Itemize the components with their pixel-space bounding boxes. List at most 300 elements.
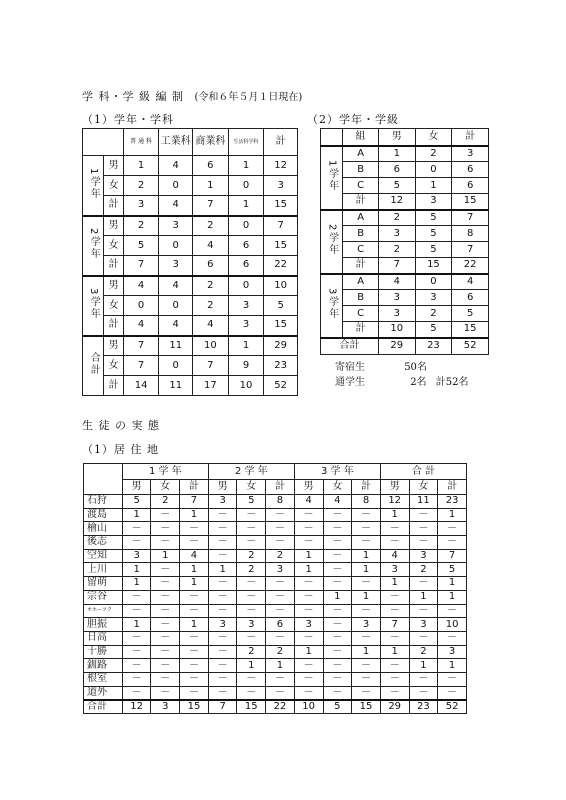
value-cell: 1: [228, 336, 264, 356]
region-name: 道外: [84, 686, 123, 700]
value-cell: 5: [123, 236, 159, 256]
value-cell: 4: [294, 495, 323, 509]
total-label: 合計: [321, 338, 379, 355]
value-cell: 3: [378, 226, 415, 242]
value-cell: 3: [409, 549, 438, 563]
total-cell: 52: [452, 338, 489, 355]
region-name: 胆振: [84, 618, 123, 632]
col-header: 計: [452, 129, 489, 146]
value-cell: 4: [378, 274, 415, 290]
col-header: 男: [378, 129, 415, 146]
value-cell: 12: [264, 156, 298, 176]
value-cell: 5: [122, 495, 151, 509]
value-cell: －: [266, 508, 295, 522]
value-cell: －: [237, 672, 266, 686]
region-name: 後志: [84, 536, 123, 550]
value-cell: 1: [409, 659, 438, 673]
value-cell: －: [237, 508, 266, 522]
total-cell: 23: [415, 338, 452, 355]
value-cell: －: [323, 563, 352, 577]
value-cell: －: [151, 563, 180, 577]
value-cell: 1: [294, 563, 323, 577]
value-cell: －: [208, 577, 237, 591]
sum-value: 計52名: [435, 377, 469, 388]
value-cell: －: [208, 604, 237, 618]
grade-label: [321, 146, 343, 210]
value-cell: 2: [266, 549, 295, 563]
value-cell: －: [323, 659, 352, 673]
value-cell: －: [380, 659, 409, 673]
value-cell: －: [180, 590, 209, 604]
section3-title: 生 徒 の 実 態: [82, 419, 160, 432]
value-cell: 4: [159, 276, 193, 296]
value-cell: 2: [151, 495, 180, 509]
class-label: B: [343, 290, 379, 306]
value-cell: 1: [352, 590, 381, 604]
value-cell: 7: [123, 336, 159, 356]
grade-label-text: 1学年: [326, 159, 338, 193]
value-cell: 3: [228, 296, 264, 316]
value-cell: －: [180, 604, 209, 618]
grade-label: [321, 274, 343, 338]
value-cell: －: [323, 522, 352, 536]
value-cell: 2: [237, 645, 266, 659]
value-cell: 1: [409, 590, 438, 604]
value-cell: －: [294, 522, 323, 536]
grade-label-text: 3学年: [88, 287, 100, 321]
sub-header: 女: [323, 480, 352, 495]
value-cell: 3: [159, 256, 193, 276]
value-cell: 9: [228, 356, 264, 376]
value-cell: 2: [415, 146, 452, 162]
region-name: 釧路: [84, 659, 123, 673]
value-cell: －: [438, 686, 467, 700]
value-cell: －: [208, 590, 237, 604]
sub-header: 男: [122, 480, 151, 495]
value-cell: －: [409, 508, 438, 522]
value-cell: －: [352, 508, 381, 522]
sub-header: 女: [151, 480, 180, 495]
value-cell: －: [409, 577, 438, 591]
value-cell: －: [151, 508, 180, 522]
grade-header: 合 計: [380, 464, 466, 480]
value-cell: －: [122, 672, 151, 686]
value-cell: 1: [294, 645, 323, 659]
value-cell: 1: [352, 645, 381, 659]
value-cell: 12: [380, 495, 409, 509]
value-cell: －: [323, 672, 352, 686]
grade-label: [83, 216, 104, 276]
class-label: B: [343, 226, 379, 242]
commute-note: [335, 373, 468, 388]
value-cell: －: [323, 631, 352, 645]
value-cell: 1: [123, 156, 159, 176]
value-cell: 6: [452, 162, 489, 178]
value-cell: 3: [415, 194, 452, 210]
class-label: A: [343, 210, 379, 226]
value-cell: 1: [180, 618, 209, 632]
value-cell: 3: [159, 216, 193, 236]
value-cell: 15: [237, 700, 266, 714]
value-cell: －: [294, 577, 323, 591]
value-cell: 2: [409, 563, 438, 577]
value-cell: 1: [323, 590, 352, 604]
value-cell: 0: [228, 216, 264, 236]
value-cell: 10: [378, 322, 415, 338]
value-cell: －: [180, 536, 209, 550]
value-cell: 2: [237, 563, 266, 577]
grade-label: [83, 156, 104, 216]
value-cell: －: [180, 686, 209, 700]
value-cell: －: [237, 604, 266, 618]
grade-label-text: 合計: [88, 352, 100, 377]
value-cell: 1: [228, 156, 264, 176]
value-cell: －: [409, 672, 438, 686]
value-cell: －: [409, 604, 438, 618]
value-cell: －: [352, 577, 381, 591]
value-cell: 5: [378, 178, 415, 194]
value-cell: －: [208, 522, 237, 536]
value-cell: －: [380, 536, 409, 550]
value-cell: －: [352, 686, 381, 700]
value-cell: 10: [264, 276, 298, 296]
value-cell: 3: [264, 176, 298, 196]
sub-header: 男: [380, 480, 409, 495]
value-cell: －: [323, 536, 352, 550]
value-cell: 1: [193, 176, 229, 196]
value-cell: 15: [452, 322, 489, 338]
value-cell: －: [323, 604, 352, 618]
value-cell: 3: [352, 618, 381, 632]
value-cell: －: [266, 577, 295, 591]
value-cell: －: [122, 659, 151, 673]
row-label: 男: [104, 216, 123, 236]
section3-subtitle: （1）居 住 地: [82, 443, 159, 456]
class-label: 計: [343, 322, 379, 338]
value-cell: 11: [409, 495, 438, 509]
value-cell: －: [409, 686, 438, 700]
value-cell: －: [237, 522, 266, 536]
value-cell: －: [180, 631, 209, 645]
value-cell: －: [266, 522, 295, 536]
value-cell: 3: [438, 645, 467, 659]
value-cell: 6: [228, 236, 264, 256]
value-cell: 1: [237, 659, 266, 673]
grade-label-text: 3学年: [326, 287, 338, 321]
value-cell: 2: [123, 216, 159, 236]
value-cell: 0: [159, 296, 193, 316]
value-cell: －: [294, 590, 323, 604]
value-cell: 4: [180, 549, 209, 563]
value-cell: －: [409, 522, 438, 536]
value-cell: 3: [228, 316, 264, 336]
value-cell: 7: [452, 242, 489, 258]
value-cell: －: [438, 522, 467, 536]
value-cell: －: [122, 536, 151, 550]
dorm-label: 寄宿生: [335, 362, 365, 373]
value-cell: －: [151, 686, 180, 700]
sub-header: 計: [438, 480, 467, 495]
value-cell: 15: [264, 236, 298, 256]
region-name: 十勝: [84, 645, 123, 659]
value-cell: －: [352, 536, 381, 550]
value-cell: 5: [323, 700, 352, 714]
value-cell: 52: [264, 376, 298, 396]
value-cell: 1: [122, 577, 151, 591]
value-cell: 6: [193, 156, 229, 176]
value-cell: 0: [123, 296, 159, 316]
value-cell: －: [180, 522, 209, 536]
value-cell: 10: [228, 376, 264, 396]
value-cell: －: [352, 631, 381, 645]
value-cell: 6: [452, 178, 489, 194]
value-cell: －: [208, 686, 237, 700]
value-cell: 0: [228, 176, 264, 196]
value-cell: 3: [266, 563, 295, 577]
value-cell: 5: [415, 322, 452, 338]
row-label: 女: [104, 356, 123, 376]
value-cell: －: [180, 659, 209, 673]
class-label: C: [343, 306, 379, 322]
value-cell: 12: [122, 700, 151, 714]
section1-title: （1）学年・学科: [82, 113, 174, 126]
class-label: C: [343, 242, 379, 258]
value-cell: 0: [159, 236, 193, 256]
grade-header: 2 学 年: [208, 464, 294, 480]
row-label: 計: [104, 256, 123, 276]
region-name: 日高: [84, 631, 123, 645]
sub-header: 計: [352, 480, 381, 495]
value-cell: 3: [208, 495, 237, 509]
value-cell: 5: [415, 226, 452, 242]
value-cell: 4: [323, 495, 352, 509]
value-cell: －: [208, 549, 237, 563]
value-cell: 15: [264, 316, 298, 336]
value-cell: －: [294, 604, 323, 618]
value-cell: －: [380, 672, 409, 686]
grade-label: [83, 336, 104, 396]
value-cell: 5: [237, 495, 266, 509]
value-cell: 5: [264, 296, 298, 316]
value-cell: －: [266, 590, 295, 604]
value-cell: 1: [380, 645, 409, 659]
value-cell: 29: [380, 700, 409, 714]
value-cell: 1: [352, 563, 381, 577]
value-cell: 3: [123, 196, 159, 216]
corner-cell: [321, 129, 343, 146]
value-cell: －: [409, 631, 438, 645]
value-cell: 7: [180, 495, 209, 509]
sub-header: 計: [266, 480, 295, 495]
value-cell: 7: [123, 356, 159, 376]
row-label: 男: [104, 156, 123, 176]
value-cell: 2: [409, 645, 438, 659]
value-cell: －: [122, 631, 151, 645]
sub-header: 男: [208, 480, 237, 495]
value-cell: －: [237, 590, 266, 604]
value-cell: －: [266, 631, 295, 645]
value-cell: 15: [452, 194, 489, 210]
row-label: 男: [104, 276, 123, 296]
class-label: A: [343, 274, 379, 290]
value-cell: 4: [193, 236, 229, 256]
value-cell: 0: [228, 276, 264, 296]
value-cell: 1: [151, 549, 180, 563]
value-cell: －: [151, 631, 180, 645]
value-cell: －: [380, 522, 409, 536]
value-cell: －: [323, 577, 352, 591]
value-cell: －: [266, 604, 295, 618]
sub-header: 計: [180, 480, 209, 495]
value-cell: 2: [266, 645, 295, 659]
value-cell: －: [237, 686, 266, 700]
region-name: 根室: [84, 672, 123, 686]
value-cell: 1: [438, 508, 467, 522]
value-cell: 4: [159, 196, 193, 216]
value-cell: 6: [452, 290, 489, 306]
value-cell: －: [294, 672, 323, 686]
value-cell: －: [294, 536, 323, 550]
value-cell: 7: [438, 549, 467, 563]
value-cell: 3: [208, 618, 237, 632]
grade-label: [321, 210, 343, 274]
value-cell: 3: [237, 618, 266, 632]
sub-header: 女: [237, 480, 266, 495]
value-cell: 6: [378, 162, 415, 178]
value-cell: 22: [452, 258, 489, 274]
grade-class-table: [320, 128, 489, 355]
value-cell: 7: [264, 216, 298, 236]
total-cell: 29: [378, 338, 415, 355]
value-cell: 11: [159, 336, 193, 356]
value-cell: 7: [208, 700, 237, 714]
value-cell: －: [294, 631, 323, 645]
class-label: C: [343, 178, 379, 194]
value-cell: －: [438, 631, 467, 645]
region-name: 留萌: [84, 577, 123, 591]
value-cell: 8: [352, 495, 381, 509]
value-cell: －: [122, 604, 151, 618]
value-cell: 10: [438, 618, 467, 632]
value-cell: 6: [193, 256, 229, 276]
value-cell: 4: [159, 316, 193, 336]
value-cell: －: [266, 686, 295, 700]
value-cell: －: [151, 604, 180, 618]
value-cell: 1: [122, 563, 151, 577]
value-cell: 2: [415, 306, 452, 322]
value-cell: 52: [438, 700, 467, 714]
value-cell: 3: [378, 290, 415, 306]
value-cell: －: [352, 604, 381, 618]
row-label: 男: [104, 336, 123, 356]
value-cell: 4: [193, 316, 229, 336]
region-name: 宗谷: [84, 590, 123, 604]
value-cell: －: [122, 686, 151, 700]
value-cell: 15: [352, 700, 381, 714]
value-cell: 4: [159, 156, 193, 176]
value-cell: 1: [438, 590, 467, 604]
value-cell: 1: [415, 178, 452, 194]
value-cell: －: [294, 686, 323, 700]
grade-label-text: 2学年: [326, 223, 338, 257]
grade-label-text: 2学年: [88, 227, 100, 261]
value-cell: 0: [415, 274, 452, 290]
value-cell: －: [122, 590, 151, 604]
value-cell: －: [266, 672, 295, 686]
value-cell: 1: [438, 577, 467, 591]
value-cell: －: [237, 536, 266, 550]
sub-header: 男: [294, 480, 323, 495]
class-label: A: [343, 146, 379, 162]
col-header: 工業科: [159, 129, 193, 156]
value-cell: －: [323, 645, 352, 659]
value-cell: 1: [266, 659, 295, 673]
value-cell: －: [151, 577, 180, 591]
value-cell: 15: [180, 700, 209, 714]
value-cell: 3: [294, 618, 323, 632]
grade-header: 3 学 年: [294, 464, 380, 480]
value-cell: 12: [378, 194, 415, 210]
value-cell: 5: [452, 306, 489, 322]
value-cell: 15: [264, 196, 298, 216]
class-label: 計: [343, 194, 379, 210]
value-cell: 4: [123, 316, 159, 336]
value-cell: 3: [452, 146, 489, 162]
region-name: 空知: [84, 549, 123, 563]
value-cell: 3: [122, 549, 151, 563]
page-title-text: 学 科・学 級 編 制: [82, 90, 184, 103]
value-cell: 0: [159, 356, 193, 376]
value-cell: 23: [438, 495, 467, 509]
value-cell: 8: [452, 226, 489, 242]
value-cell: 7: [193, 356, 229, 376]
value-cell: －: [151, 659, 180, 673]
value-cell: －: [208, 536, 237, 550]
col-header: 普 通 科: [123, 129, 159, 156]
value-cell: 1: [380, 508, 409, 522]
value-cell: －: [151, 522, 180, 536]
value-cell: 3: [409, 618, 438, 632]
row-label: 計: [104, 376, 123, 396]
value-cell: 6: [228, 256, 264, 276]
value-cell: 3: [415, 290, 452, 306]
value-cell: 7: [380, 618, 409, 632]
region-name: 合計: [84, 700, 123, 714]
row-label: 計: [104, 196, 123, 216]
value-cell: 1: [438, 659, 467, 673]
grade-dept-table: [82, 128, 298, 396]
value-cell: 1: [180, 563, 209, 577]
grade-label-text: 1学年: [88, 167, 100, 200]
value-cell: －: [352, 672, 381, 686]
value-cell: 1: [380, 577, 409, 591]
value-cell: 5: [415, 242, 452, 258]
value-cell: 2: [378, 210, 415, 226]
grade-label: [83, 276, 104, 336]
value-cell: 7: [123, 256, 159, 276]
value-cell: －: [294, 659, 323, 673]
value-cell: 2: [378, 242, 415, 258]
value-cell: 8: [266, 495, 295, 509]
col-header: 組: [343, 129, 379, 146]
corner-cell: [84, 464, 123, 495]
class-label: B: [343, 162, 379, 178]
value-cell: －: [294, 508, 323, 522]
value-cell: 11: [159, 376, 193, 396]
value-cell: 1: [180, 508, 209, 522]
value-cell: 1: [378, 146, 415, 162]
value-cell: 15: [415, 258, 452, 274]
